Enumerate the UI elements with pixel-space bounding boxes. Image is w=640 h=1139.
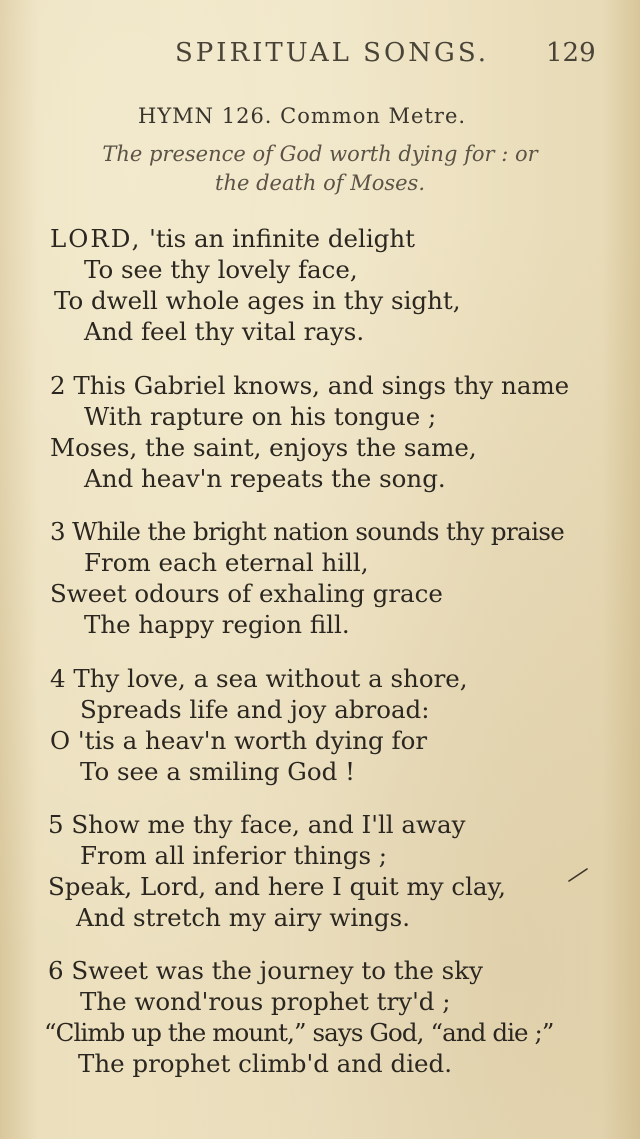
first-line-text: 'tis an infinite delight <box>141 224 415 253</box>
verse-4-line-1: 4 Thy love, a sea without a shore, <box>50 664 468 693</box>
verse-5-line-3: Speak, Lord, and here I quit my clay, <box>48 872 506 901</box>
verse-5-line-2: From all inferior things ; <box>80 841 388 870</box>
verse-5-line-4: And stretch my airy wings. <box>76 903 410 932</box>
verse-4-line-2: Spreads life and joy abroad: <box>80 695 430 724</box>
verse-3-line-2: From each eternal hill, <box>84 548 369 577</box>
verse-1-line-2: To see thy lovely face, <box>84 255 358 284</box>
verse-6-line-4: The prophet climb'd and died. <box>78 1049 453 1078</box>
verse-2-line-3: Moses, the saint, enjoys the same, <box>50 433 477 462</box>
verse-5-line-1: 5 Show me thy face, and I'll away <box>48 810 466 839</box>
hymn-subtitle-line-1: The presence of God worth dying for : or <box>102 142 538 166</box>
verse-1-line-4: And feel thy vital rays. <box>84 317 365 346</box>
verse-1-line-1 <box>50 224 415 253</box>
page-number: 129 <box>546 38 596 68</box>
hymn-heading: HYMN 126. Common Metre. <box>138 104 467 128</box>
verse-6-line-1: 6 Sweet was the journey to the sky <box>48 956 483 985</box>
first-word: LORD, <box>50 224 142 253</box>
verse-4-line-4: To see a smiling God ! <box>80 757 355 786</box>
verse-4-line-3: O 'tis a heav'n worth dying for <box>50 726 428 755</box>
verse-6-line-3: “Climb up the mount,” says God, “and die ;” <box>44 1018 554 1047</box>
running-head: SPIRITUAL SONGS. <box>175 38 489 68</box>
verse-3-line-4: The happy region fill. <box>84 610 350 639</box>
verse-6-line-2: The wond'rous prophet try'd ; <box>80 987 451 1016</box>
verse-2-line-2: With rapture on his tongue ; <box>84 402 437 431</box>
verse-1-line-3: To dwell whole ages in thy sight, <box>54 286 461 315</box>
ink-mark-icon <box>568 868 588 882</box>
verse-2-line-4: And heav'n repeats the song. <box>84 464 446 493</box>
verse-3-line-3: Sweet odours of exhaling grace <box>50 579 443 608</box>
verse-3-line-1: 3 While the bright nation sounds thy praise <box>50 517 565 546</box>
hymn-subtitle-line-2: the death of Moses. <box>215 171 425 195</box>
verse-2-line-1: 2 This Gabriel knows, and sings thy name <box>50 371 570 400</box>
